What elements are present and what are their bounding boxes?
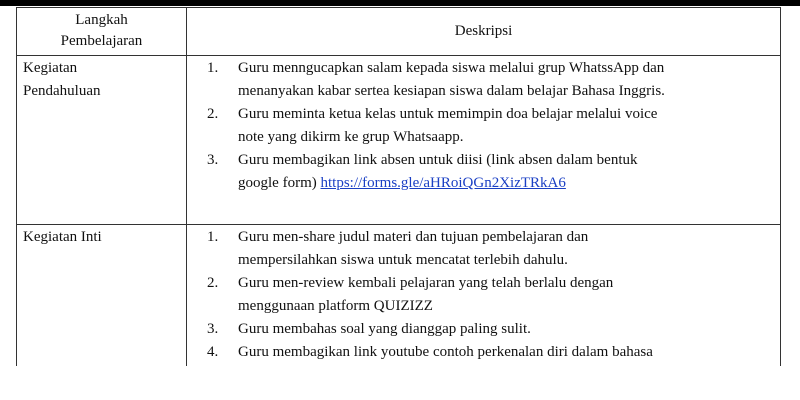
item-line: note yang dikirm ke grup Whatsaapp.	[238, 129, 464, 145]
row-label-line: Pendahuluan	[23, 83, 101, 99]
item-number: 3.	[207, 152, 219, 168]
list-item	[187, 318, 772, 341]
row-desc-inti	[187, 225, 781, 367]
row-desc-pendahuluan	[187, 56, 781, 225]
item-line: mempersilahkan siswa untuk mencatat terlebih dahulu.	[238, 252, 568, 268]
item-line: Guru membagikan link absen untuk diisi (link absen dalam bentuk	[238, 152, 638, 168]
steps-list-inti	[187, 226, 772, 364]
learning-steps-table	[16, 7, 781, 366]
list-item	[187, 226, 772, 272]
item-line: menggunaan platform QUIZIZZ	[238, 298, 433, 314]
item-line-with-link	[238, 172, 772, 195]
list-item	[187, 272, 772, 318]
header-langkah-pembelajaran	[17, 8, 187, 56]
header-col1-line1: Langkah	[75, 12, 128, 28]
header-deskripsi: Deskripsi	[187, 8, 781, 56]
steps-list-pendahuluan	[187, 57, 772, 195]
list-item	[187, 341, 772, 364]
item-number: 2.	[207, 106, 219, 122]
item-line: Guru membahas soal yang dianggap paling sulit.	[238, 321, 531, 337]
item-line: Guru men-review kembali pelajaran yang telah berlalu dengan	[238, 275, 614, 291]
list-item	[187, 57, 772, 103]
list-item	[187, 103, 772, 149]
item-line: Guru men-share judul materi dan tujuan pembelajaran dan	[238, 229, 589, 245]
table-row-inti	[17, 225, 781, 367]
list-item	[187, 149, 772, 195]
top-border-bar	[0, 0, 800, 6]
row-label-line: Kegiatan	[23, 60, 78, 76]
table-row-pendahuluan	[17, 56, 781, 225]
row-label-line: Kegiatan Inti	[23, 229, 102, 245]
item-number: 3.	[207, 321, 219, 337]
item-number: 1.	[207, 229, 219, 245]
header-col1-line2: Pembelajaran	[60, 33, 143, 49]
row-label-inti	[17, 225, 187, 367]
item-line: Guru membagikan link youtube contoh perkenalan diri dalam bahasa	[238, 344, 653, 360]
item-line-text: google form)	[238, 175, 321, 191]
item-line: Guru meminta ketua kelas untuk memimpin doa belajar melalui voice	[238, 106, 658, 122]
item-number: 1.	[207, 60, 219, 76]
table-header-row	[17, 8, 781, 56]
item-line: Guru menngucapkan salam kepada siswa melalui grup WhatssApp dan	[238, 60, 665, 76]
row-label-pendahuluan	[17, 56, 187, 225]
blank-spacer	[187, 195, 772, 218]
item-number: 4.	[207, 344, 219, 360]
absen-form-link[interactable]: https://forms.gle/aHRoiQGn2XizTRkA6	[320, 175, 566, 191]
item-number: 2.	[207, 275, 219, 291]
item-line: menanyakan kabar sertea kesiapan siswa dalam belajar Bahasa Inggris.	[238, 83, 665, 99]
